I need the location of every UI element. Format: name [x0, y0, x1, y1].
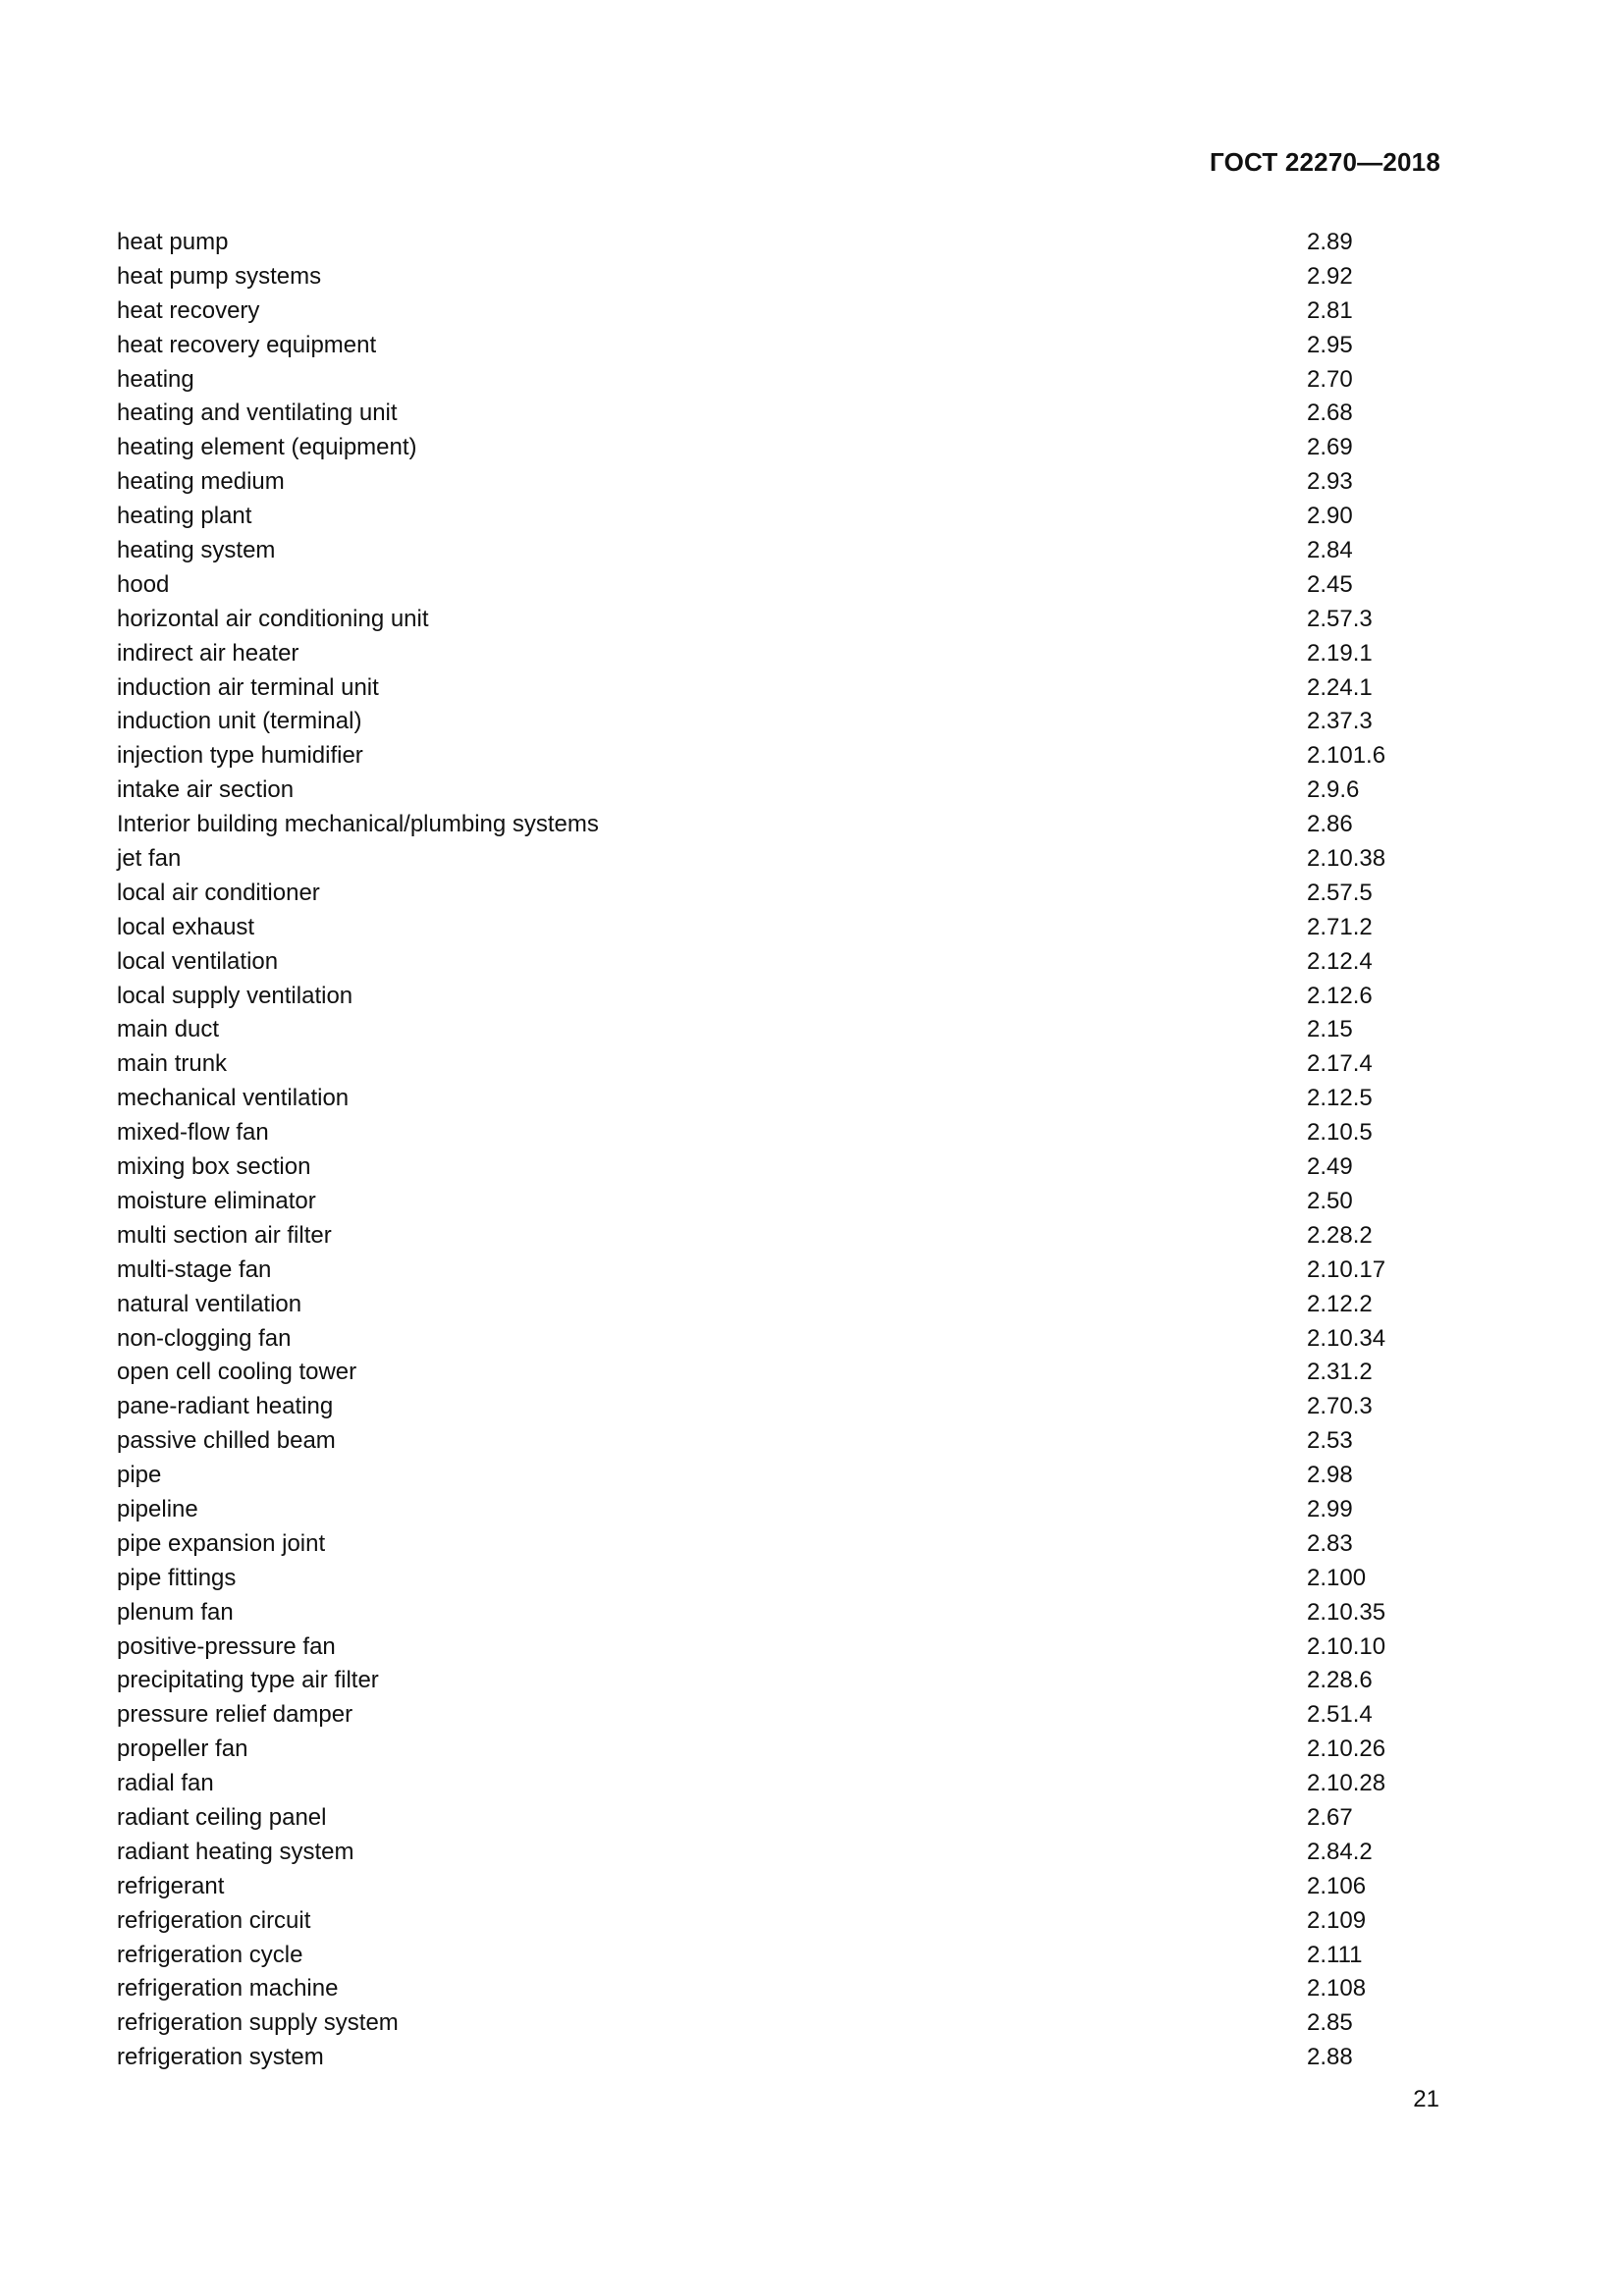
index-entry	[117, 1047, 1393, 1082]
index-entry	[117, 1254, 1393, 1288]
index-entry	[117, 671, 1393, 706]
index-entry	[117, 1939, 1393, 1973]
index-reference: 2.57.5	[1307, 879, 1373, 906]
index-reference: 2.85	[1307, 2009, 1353, 2037]
page-number: 21	[1413, 2086, 1439, 2112]
index-entry	[117, 1219, 1393, 1254]
index-term: main duct	[117, 1016, 220, 1043]
index-term: radial fan	[117, 1770, 214, 1797]
index-entry	[117, 1390, 1393, 1424]
index-term: moisture eliminator	[117, 1187, 316, 1214]
index-term: local air conditioner	[117, 879, 320, 906]
index-entry	[117, 1527, 1393, 1562]
index-reference: 2.88	[1307, 2044, 1353, 2071]
index-term: heat pump systems	[117, 262, 322, 290]
index-entry	[117, 1904, 1393, 1939]
index-entry	[117, 1664, 1393, 1698]
index-entry	[117, 774, 1393, 808]
index-term: refrigerant	[117, 1872, 225, 1899]
index-term: pane-radiant heating	[117, 1393, 334, 1420]
index-reference: 2.15	[1307, 1016, 1353, 1043]
index-reference: 2.31.2	[1307, 1359, 1373, 1386]
index-term: heat recovery equipment	[117, 331, 377, 358]
index-entry	[117, 1288, 1393, 1322]
index-entry	[117, 226, 1393, 260]
index-reference: 2.10.5	[1307, 1119, 1373, 1147]
index-reference: 2.49	[1307, 1153, 1353, 1181]
index-term: heating element (equipment)	[117, 434, 417, 461]
index-reference: 2.28.6	[1307, 1667, 1373, 1694]
index-entry	[117, 1322, 1393, 1357]
index-reference: 2.9.6	[1307, 776, 1360, 804]
index-entry	[117, 1493, 1393, 1527]
index-reference: 2.37.3	[1307, 708, 1373, 735]
index-entry	[117, 705, 1393, 739]
index-reference: 2.100	[1307, 1564, 1367, 1591]
index-entry	[117, 2006, 1393, 2041]
index-entry	[117, 808, 1393, 842]
index-reference: 2.28.2	[1307, 1221, 1373, 1249]
index-reference: 2.84.2	[1307, 1838, 1373, 1865]
index-reference: 2.83	[1307, 1529, 1353, 1557]
index-term: passive chilled beam	[117, 1427, 336, 1455]
index-term: refrigeration machine	[117, 1975, 339, 2002]
index-reference: 2.70	[1307, 365, 1353, 393]
index-term: induction air terminal unit	[117, 673, 379, 701]
index-entry	[117, 465, 1393, 500]
index-entry	[117, 945, 1393, 980]
index-entry	[117, 1801, 1393, 1836]
index-reference: 2.10.38	[1307, 845, 1386, 873]
index-term: hood	[117, 570, 170, 598]
index-reference: 2.10.10	[1307, 1632, 1386, 1660]
index-term: radiant heating system	[117, 1838, 354, 1865]
index-reference: 2.57.3	[1307, 605, 1373, 632]
index-term: heat pump	[117, 229, 229, 255]
index-term: horizontal air conditioning unit	[117, 605, 429, 632]
index-term: jet fan	[117, 845, 182, 873]
index-reference: 2.67	[1307, 1803, 1353, 1831]
index-term: main trunk	[117, 1050, 228, 1078]
index-entry	[117, 842, 1393, 877]
index-entry	[117, 1013, 1393, 1047]
index-term: refrigeration circuit	[117, 1906, 311, 1934]
index-entry	[117, 1630, 1393, 1665]
index-reference: 2.111	[1307, 1941, 1363, 1968]
index-entry	[117, 534, 1393, 568]
index-term: pressure relief damper	[117, 1701, 353, 1729]
index-reference: 2.86	[1307, 811, 1353, 838]
index-reference: 2.99	[1307, 1495, 1353, 1522]
index-reference: 2.12.4	[1307, 947, 1373, 975]
index-term: intake air section	[117, 776, 295, 804]
index-reference: 2.108	[1307, 1975, 1367, 2002]
index-term: mixed-flow fan	[117, 1119, 269, 1147]
index-reference: 2.10.35	[1307, 1598, 1386, 1626]
index-reference: 2.69	[1307, 434, 1353, 461]
index-reference: 2.95	[1307, 331, 1353, 358]
index-reference: 2.93	[1307, 468, 1353, 496]
index-entry	[117, 363, 1393, 398]
index-term: multi-stage fan	[117, 1255, 272, 1283]
index-term: indirect air heater	[117, 639, 299, 667]
index-term: pipe fittings	[117, 1564, 237, 1591]
index-term: refrigeration supply system	[117, 2009, 399, 2037]
index-reference: 2.10.26	[1307, 1735, 1386, 1763]
index-term: pipe	[117, 1462, 162, 1489]
index-reference: 2.24.1	[1307, 673, 1373, 701]
index-reference: 2.92	[1307, 262, 1353, 290]
index-term: local ventilation	[117, 947, 279, 975]
index-entry	[117, 1356, 1393, 1390]
index-entry	[117, 911, 1393, 945]
index-entry	[117, 637, 1393, 671]
index-term: mechanical ventilation	[117, 1085, 350, 1112]
index-reference: 2.68	[1307, 400, 1353, 427]
index-term: refrigeration system	[117, 2044, 324, 2071]
index-entry	[117, 2041, 1393, 2075]
index-reference: 2.101.6	[1307, 742, 1386, 770]
index-reference: 2.50	[1307, 1187, 1353, 1214]
index-term: open cell cooling tower	[117, 1359, 357, 1386]
index-reference: 2.12.6	[1307, 982, 1373, 1009]
index-reference: 2.45	[1307, 570, 1353, 598]
index-entry	[117, 1562, 1393, 1596]
index-entry	[117, 1116, 1393, 1150]
index-entry	[117, 329, 1393, 363]
index-entry	[117, 980, 1393, 1014]
index-entry	[117, 1150, 1393, 1185]
index-entry	[117, 1596, 1393, 1630]
index-entry	[117, 1459, 1393, 1493]
index-entry	[117, 568, 1393, 603]
index-term: induction unit (terminal)	[117, 708, 362, 735]
index-term: heating and ventilating unit	[117, 400, 398, 427]
index-reference: 2.71.2	[1307, 913, 1373, 940]
index-reference: 2.10.28	[1307, 1770, 1386, 1797]
index-reference: 2.10.17	[1307, 1255, 1386, 1283]
index-entry	[117, 1185, 1393, 1219]
index-term: pipe expansion joint	[117, 1529, 326, 1557]
index-entry	[117, 1767, 1393, 1801]
index-reference: 2.51.4	[1307, 1701, 1373, 1729]
index-entry	[117, 1733, 1393, 1767]
index-reference: 2.19.1	[1307, 639, 1373, 667]
index-term: heat recovery	[117, 296, 260, 324]
index-term: injection type humidifier	[117, 742, 363, 770]
index-term: natural ventilation	[117, 1290, 302, 1317]
index-term: local exhaust	[117, 913, 255, 940]
index-reference: 2.98	[1307, 1462, 1353, 1489]
index-entry	[117, 1698, 1393, 1733]
index-reference: 2.53	[1307, 1427, 1353, 1455]
index-reference: 2.106	[1307, 1872, 1367, 1899]
index-term: heating	[117, 365, 194, 393]
index-reference: 2.81	[1307, 296, 1353, 324]
index-reference: 2.10.34	[1307, 1324, 1386, 1352]
index-entry	[117, 260, 1393, 294]
index-reference: 2.12.5	[1307, 1085, 1373, 1112]
index-entry	[117, 603, 1393, 637]
index-reference: 2.90	[1307, 503, 1353, 530]
index-entry	[117, 431, 1393, 465]
index-entry	[117, 1836, 1393, 1870]
index-term: heating plant	[117, 503, 252, 530]
index-term: multi section air filter	[117, 1221, 332, 1249]
index-entry	[117, 1870, 1393, 1904]
index-term: Interior building mechanical/plumbing systems	[117, 811, 599, 838]
index-reference: 2.84	[1307, 537, 1353, 564]
index-term: local supply ventilation	[117, 982, 353, 1009]
index-term: radiant ceiling panel	[117, 1803, 327, 1831]
index-reference: 2.17.4	[1307, 1050, 1373, 1078]
index-reference: 2.89	[1307, 229, 1353, 255]
index-term: positive-pressure fan	[117, 1632, 336, 1660]
term-index-list	[117, 226, 1393, 2075]
index-entry	[117, 397, 1393, 431]
index-term: mixing box section	[117, 1153, 311, 1181]
index-term: heating medium	[117, 468, 285, 496]
index-entry	[117, 1424, 1393, 1459]
index-term: precipitating type air filter	[117, 1667, 379, 1694]
index-term: pipeline	[117, 1495, 198, 1522]
index-entry	[117, 294, 1393, 329]
index-entry	[117, 877, 1393, 911]
index-entry	[117, 1082, 1393, 1116]
index-entry	[117, 1972, 1393, 2006]
index-reference: 2.70.3	[1307, 1393, 1373, 1420]
index-term: plenum fan	[117, 1598, 234, 1626]
index-entry	[117, 739, 1393, 774]
index-reference: 2.12.2	[1307, 1290, 1373, 1317]
index-entry	[117, 500, 1393, 534]
index-term: heating system	[117, 537, 276, 564]
index-reference: 2.109	[1307, 1906, 1367, 1934]
document-header: ГОСТ 22270—2018	[1210, 147, 1440, 177]
index-term: propeller fan	[117, 1735, 248, 1763]
index-term: refrigeration cycle	[117, 1941, 303, 1968]
index-term: non-clogging fan	[117, 1324, 292, 1352]
